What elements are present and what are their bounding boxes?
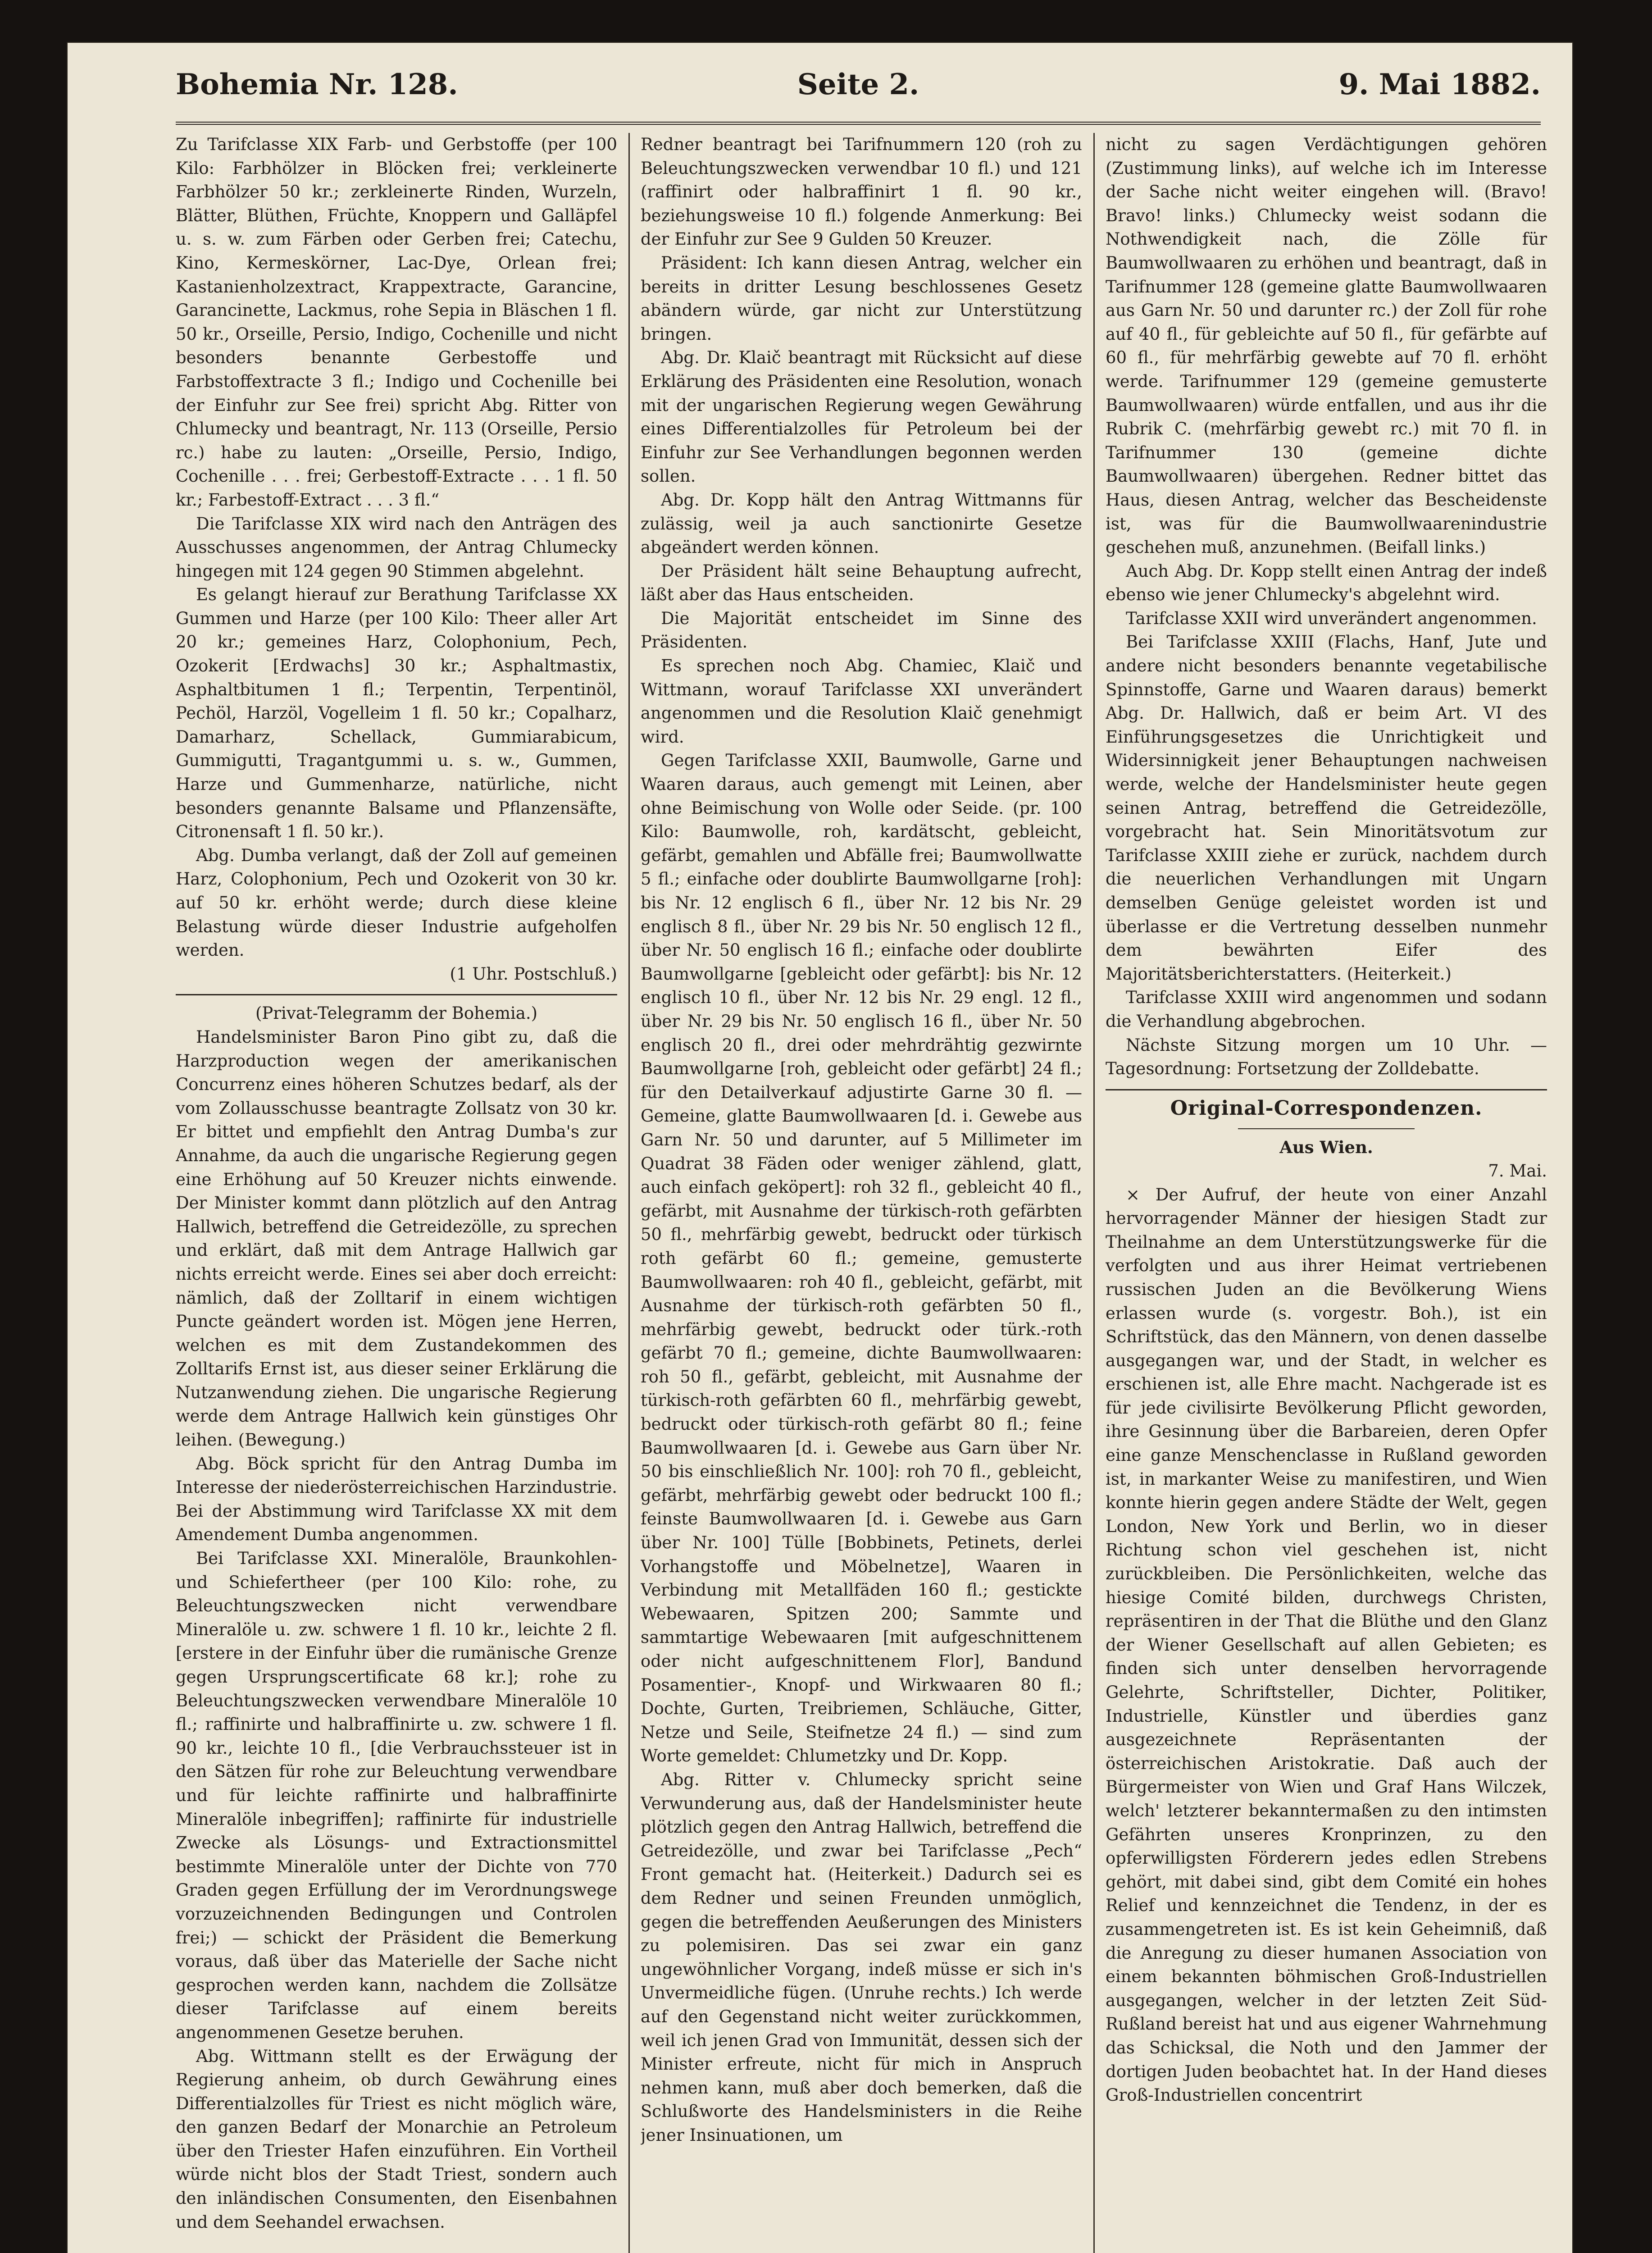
paragraph: Es gelangt hierauf zur Berathung Tarifclasse XX Gummen und Harze (per 100 Kilo: Theer aller Art 20 kr.; gemeines Harz, Colophonium, Pech, Ozokerit [Erdwachs] 30 kr.; Asphaltmastix, Asphaltbitumen 1 fl.; Terpentin, Terpentinöl, Pechöl, Harzöl, Vogelleim 1 fl. 50 kr.; Copalharz, Damarharz, Schellack, Gummiarabicum, Gummigutti, Tragantgummi u. s. w., Gummen, Harze und Gummenharze, natürliche, nicht besonders genannte Balsame und Pflanzensäfte, Citronensaft 1 fl. 50 kr.). [176, 585, 617, 842]
telegram-heading: (Privat-Telegramm der Bohemia.) [255, 1003, 538, 1023]
paragraph: Tarifclasse XXII wird unverändert angenommen. [1126, 608, 1537, 628]
paragraph: Redner beantragt bei Tarifnummern 120 (roh zu Beleuchtungszwecken verwendbar 10 fl.) und 121 (raffinirt oder halbraffinirt 1 fl. 90 kr., beziehungsweise 10 fl.) folgende Anmerkung: Bei der Einfuhr zur See 9 Gulden 50 Kreuzer. [641, 135, 1082, 249]
paragraph: Nächste Sitzung morgen um 10 Uhr. — Tagesordnung: Fortsetzung der Zolldebatte. [1106, 1035, 1547, 1079]
paragraph: Abg. Dumba verlangt, daß der Zoll auf gemeinen Harz, Colophonium, Pech und Ozokerit von 30 kr. auf 50 kr. erhöht werde; durch diese kleine Belastung würde dieser Industrie aufgeholfen werden. [176, 845, 617, 960]
column-divider [1093, 133, 1095, 2253]
paragraph: Präsident: Ich kann diesen Antrag, welcher ein bereits in dritter Lesung beschlossenes Gesetz abändern würde, gar nicht zur Unterstützung bringen. [641, 253, 1082, 344]
paragraph: Handelsminister Baron Pino gibt zu, daß die Harzproduction wegen der amerikanischen Concurrenz eines höheren Schutzes bedarf, als der vom Zollausschusse beantragte Zollsatz von 30 kr. Er bittet und empfiehlt den Antrag Dumba's zur Annahme, da auch die ungarische Regierung gegen eine Erhöhung auf 50 Kreuzer nichts einwende. Der Minister kommt dann plötzlich auf den Antrag Hallwich, betreffend die Getreidezölle, zu sprechen und erklärt, daß mit dem Antrage Hallwich gar nichts erreicht werde. Eines sei aber doch erreicht: nämlich, daß der Zolltarif in einem wichtigen Puncte geändert worden ist. Mögen jene Herren, welchen es mit dem Zustandekommen des Zolltarifs Ernst ist, aus dieser seiner Erklärung die Nutzanwendung ziehen. Die ungarische Regierung werde dem Antrage Hallwich kein günstiges Ohr leihen. (Bewegung.) [176, 1027, 617, 1450]
paragraph: Gegen Tarifclasse XXII, Baumwolle, Garne und Waaren daraus, auch gemengt mit Leinen, aber ohne Beimischung von Wolle oder Seide. (pr. 100 Kilo: Baumwolle, roh, kardätscht, gebleicht, gefärbt, gemahlen und Abfälle frei; Baumwollwatte 5 fl.; einfache oder doublirte Baumwollgarne [roh]: bis Nr. 12 englisch 6 fl., über Nr. 12 bis Nr. 29 englisch 8 fl., über Nr. 29 bis Nr. 50 englisch 12 fl., über Nr. 50 englisch 16 fl.; einfache oder doublirte Baumwollgarne [gebleicht oder gefärbt]: bis Nr. 12 englisch 10 fl., über Nr. 12 bis Nr. 29 engl. 12 fl., über Nr. 29 bis Nr. 50 englisch 16 fl., über Nr. 50 englisch 20 fl., drei oder mehrdrähtig gezwirnte Baumwollgarne [roh, gebleicht oder gefärbt] 24 fl.; für den Detailverkauf adjustirte Garne 30 fl. — Gemeine, glatte Baumwollwaaren [d. i. Gewebe aus Garn Nr. 50 und darunter, auf 5 Millimeter im Quadrat 38 Fäden oder weniger zählend, glatt, auch einfach geköpert]: roh 32 fl., gebleicht 40 fl., gefärbt, mit Ausnahme der türkisch-roth gefärbten 50 fl., mehrfärbig gewebt, bedruckt oder türkisch roth gefärbt 60 fl.; gemeine, gemusterte Baumwollwaaren: roh 40 fl., gebleicht, gefärbt, mit Ausnahme der türkisch-roth gefärbten 50 fl., mehrfärbig gewebt, bedruckt oder türk.-roth gefärbt 70 fl.; gemeine, dichte Baumwollwaaren: roh 50 fl., gefärbt, gebleicht, mit Ausnahme der türkisch-roth gefärbten 60 fl., mehrfärbig gewebt, bedruckt oder türkisch-roth gefärbt 80 fl.; feine Baumwollwaaren [d. i. Gewebe aus Garn über Nr. 50 bis einschließlich Nr. 100]: roh 70 fl., gebleicht, gefärbt, mehrfärbig gewebt oder bedruckt 100 fl.; feinste Baumwollwaaren [d. i. Gewebe aus Garn über Nr. 100] Tülle [Bobbinets, Petinets, derlei Vorhangstoffe und Möbelnetze], Waaren in Verbindung mit Metallfäden 160 fl.; gestickte Webewaaren, Spitzen 200; Sammte und sammtartige Webewaaren [mit aufgeschnittenem oder nicht aufgeschnittenem Flor], Bandund Posamentier-, Knopf- und Wirkwaaren 80 fl.; Dochte, Gurten, Treibriemen, Schläuche, Gitter, Netze und Seile, Steifnetze 24 fl.) — sind zum Worte gemeldet: Chlumetzky und Dr. Kopp. [641, 751, 1082, 1766]
paragraph: Bei Tarifclasse XXI. Mineralöle, Braunkohlen- und Schiefertheer (per 100 Kilo: rohe, zu Beleuchtungszwecken nicht verwendbare Mineralöle u. zw. schwere 1 fl. 10 kr., leichte 2 fl. [erstere in der Einfuhr über die rumänische Grenze gegen Ursprungscertificate 68 kr.]; rohe zu Beleuchtungszwecken verwendbare Mineralöle 10 fl.; raffinirte und halbraffinirte u. zw. schwere 1 fl. 90 kr., leichte 10 fl., [die Verbrauchssteuer ist in den Sätzen für rohe zur Beleuchtung verwendbare und für leichte raffinirte und halbraffinirte Mineralöle inbegriffen]; raffinirte für industrielle Zwecke als Lösungs- und Extractionsmittel bestimmte Mineralöle unter der Dichte von 770 Graden gegen Erfüllung der im Verordnungswege vorzuzeichnenden Bedingungen und Controlen frei;) — schickt der Präsident die Bemerkung voraus, daß über das Materielle der Sache nicht gesprochen werden kann, nachdem die Zollsätze dieser Tarifclasse auf einem bereits angenommenen Gesetze beruhen. [176, 1549, 617, 2042]
column-1 [176, 133, 617, 2253]
paragraph: Abg. Ritter v. Chlumecky spricht seine Verwunderung aus, daß der Handelsminister heute plötzlich gegen den Antrag Hallwich, betreffend die Getreidezölle, und zwar bei Tarifclasse „Pech“ Front gemacht hat. (Heiterkeit.) Dadurch sei es dem Redner und seinen Freunden unmöglich, gegen die betreffenden Aeußerungen des Ministers zu polemisiren. Das sei zwar ein ganz ungewöhnlicher Vorgang, indeß müsse er sich in's Unvermeidliche fügen. (Unruhe rechts.) Ich werde auf den Gegenstand nicht weiter zurückkommen, weil ich jenen Grad von Immunität, dessen sich der Minister erfreute, nicht für mich in Anspruch nehmen kann, muß aber doch bemerken, daß die Schlußworte des Handelsministers in die Reihe jener Insinuationen, um [641, 1770, 1082, 2145]
section-subtitle: Aus Wien. [1279, 1137, 1373, 1158]
paragraph: × Der Aufruf, der heute von einer Anzahl hervorragender Männer der hiesigen Stadt zur Theilnahme an dem Unterstützungswerke für die verfolgten und aus ihrer Heimat vertriebenen russischen Juden an die Bevölkerung Wiens erlassen wurde (s. vorgestr. Boh.), ist ein Schriftstück, das den Männern, von denen dasselbe ausgegangen war, und der Stadt, in welcher es erschienen ist, alle Ehre macht. Nachgerade ist es für jede civilisirte Bevölkerung Pflicht geworden, ihre Gesinnung über die Barbareien, deren Opfer eine ganze Menschenclasse in Rußland geworden ist, in markanter Weise zu manifestiren, und Wien konnte hierin gegen andere Städte der Welt, gegen London, New York und Berlin, wo in dieser Richtung schon viel geschehen ist, nicht zurückbleiben. Die Persönlichkeiten, welche das hiesige Comité bilden, durchwegs Christen, repräsentiren in der That die Blüthe und den Glanz der Wiener Gesellschaft auf allen Gebieten; es finden sich unter denselben hervorragende Gelehrte, Schriftsteller, Dichter, Politiker, Industrielle, Künstler und überdies ganz ausgezeichnete Repräsentanten der österreichischen Aristokratie. Daß auch der Bürgermeister von Wien und Graf Hans Wilczek, welch' letzterer bekanntermaßen zu den intimsten Gefährten unseres Kronprinzen, zu den opferwilligsten Förderern jedes edlen Strebens gehört, mit dabei sind, gibt dem Comité ein hohes Relief und kennzeichnet die Tendenz, in der es zusammengetreten ist. Es ist kein Geheimniß, daß die Anregung zu dieser humanen Association von einem bekannten böhmischen Groß-Industriellen ausgegangen, welcher in der letzten Zeit Süd-Rußland bereist hat und aus eigener Wahrnehmung das Schicksal, die Noth und den Jammer der dortigen Juden beobachtet hat. In der Hand dieses Groß-Industriellen concentrirt [1106, 1185, 1547, 2105]
paragraph: Auch Abg. Dr. Kopp stellt einen Antrag der indeß ebenso wie jener Chlumecky's abgelehnt wird. [1106, 561, 1547, 605]
postal-note: (1 Uhr. Postschluß.) [450, 964, 617, 984]
paragraph: Die Majorität entscheidet im Sinne des Präsidenten. [641, 608, 1082, 652]
paragraph: Zu Tarifclasse XIX Farb- und Gerbstoffe (per 100 Kilo: Farbhölzer in Blöcken frei; verkleinerte Farbhölzer 50 kr.; zerkleinerte Rinden, Wurzeln, Blätter, Blüthen, Früchte, Knoppern und Galläpfel u. s. w. zum Färben oder Gerben frei; Catechu, Kino, Kermeskörner, Lac-Dye, Orlean frei; Kastanienholzextract, Krappextracte, Garancine, Garancinette, Lackmus, rohe Sepia in Bläschen 1 fl. 50 kr., Orseille, Persio, Indigo, Cochenille und nicht besonders benannte Gerbestoffe und Farbstoffextracte 3 fl.; Indigo und Cochenille bei der Einfuhr zur See frei) spricht Abg. Ritter von Chlumecky und beantragt, Nr. 113 (Orseille, Persio rc.) habe zu lauten: „Orseille, Persio, Indigo, Cochenille . . . frei; Gerbestoff-Extracte . . . 1 fl. 50 kr.; Farbestoff-Extract . . . 3 fl.“ [176, 135, 617, 510]
page-header [176, 68, 1541, 125]
section-divider [176, 994, 617, 995]
paragraph: Bei Tarifclasse XXIII (Flachs, Hanf, Jute und andere nicht besonders benannte vegetabilische Spinnstoffe, Garne und Waaren daraus) bemerkt Abg. Dr. Hallwich, daß er beim Art. VI des Einführungsgesetzes die Unrichtigkeit und Widersinnigkeit jener Behauptungen nachweisen werde, welche der Handelsminister heute gegen seinen Antrag, betreffend die Getreidezölle, vorgebracht hat. Sein Minoritätsvotum zur Tarifclasse XXIII ziehe er zurück, nachdem durch die neuerlichen Verhandlungen mit Ungarn demselben Genüge geleistet worden ist und überlasse er die Vertretung desselben nunmehr dem bewährten Eifer des Majoritätsberichterstatters. (Heiterkeit.) [1106, 632, 1547, 984]
title-underline [1238, 1128, 1415, 1129]
article-columns [176, 133, 1547, 2253]
paragraph: Es sprechen noch Abg. Chamiec, Klaič und Wittmann, worauf Tarifclasse XXI unverändert angenommen und die Resolution Klaič genehmigt wird. [641, 656, 1082, 747]
paragraph: Abg. Dr. Kopp hält den Antrag Wittmanns für zulässig, weil ja auch sanctionirte Gesetze abgeändert werden können. [641, 490, 1082, 557]
column-2 [641, 133, 1082, 2253]
paragraph: Die Tarifclasse XIX wird nach den Anträgen des Ausschusses angenommen, der Antrag Chlumecky hingegen mit 124 gegen 90 Stimmen abgelehnt. [176, 514, 617, 581]
section-title: Original-Correspondenzen. [1170, 1096, 1483, 1120]
column-3 [1106, 133, 1547, 2253]
paragraph: Tarifclasse XXIII wird angenommen und sodann die Verhandlung abgebrochen. [1106, 988, 1547, 1031]
column-divider [628, 133, 630, 2253]
paragraph: Abg. Wittmann stellt es der Erwägung der Regierung anheim, ob durch Gewährung eines Differentialzolles für Triest es nicht möglich wäre, den ganzen Bedarf der Monarchie an Petroleum über den Triester Hafen einzuführen. Ein Vortheil würde nicht blos der Stadt Triest, sondern auch den inländischen Consumenten, den Eisenbahnen und dem Seehandel erwachsen. [176, 2046, 617, 2232]
paragraph: nicht zu sagen Verdächtigungen gehören (Zustimmung links), auf welche ich im Interesse der Sache nicht weiter eingehen will. (Bravo! Bravo! links.) Chlumecky weist sodann die Nothwendigkeit nach, die Zölle für Baumwollwaaren zu erhöhen und beantragt, daß in Tarifnummer 128 (gemeine glatte Baumwollwaaren aus Garn Nr. 50 und darunter rc.) der Zoll für rohe auf 40 fl., für gebleichte auf 50 fl., für gefärbte auf 60 fl., für mehrfärbig gewebte auf 70 fl. erhöht werde. Tarifnummer 129 (gemeine gemusterte Baumwollwaaren) würde entfallen, und aus ihr die Rubrik C. (mehrfärbig gewebt rc.) mit 70 fl. in Tarifnummer 130 (gemeine dichte Baumwollwaaren) übergehen. Redner bittet das Haus, diesen Antrag, welcher das Bescheidenste ist, was für die Baumwollwaarenindustrie geschehen muß, anzunehmen. (Beifall links.) [1106, 135, 1547, 557]
header-page-number: Seite 2. [797, 68, 919, 101]
header-issue: Bohemia Nr. 128. [176, 68, 458, 101]
section-divider [1106, 1089, 1547, 1090]
header-date: 9. Mai 1882. [1338, 68, 1541, 101]
dateline: 7. Mai. [1488, 1161, 1547, 1181]
newspaper-page [68, 43, 1572, 2253]
paragraph: Der Präsident hält seine Behauptung aufrecht, läßt aber das Haus entscheiden. [641, 561, 1082, 605]
paragraph: Abg. Dr. Klaič beantragt mit Rücksicht auf diese Erklärung des Präsidenten eine Resolution, wonach mit der ungarischen Regierung wegen Gewährung eines Differentialzolles für Petroleum bei der Einfuhr zur See Verhandlungen begonnen werden sollen. [641, 348, 1082, 486]
paragraph: Abg. Böck spricht für den Antrag Dumba im Interesse der niederösterreichischen Harzindustrie. Bei der Abstimmung wird Tarifclasse XX mit dem Amendement Dumba angenommen. [176, 1454, 617, 1545]
